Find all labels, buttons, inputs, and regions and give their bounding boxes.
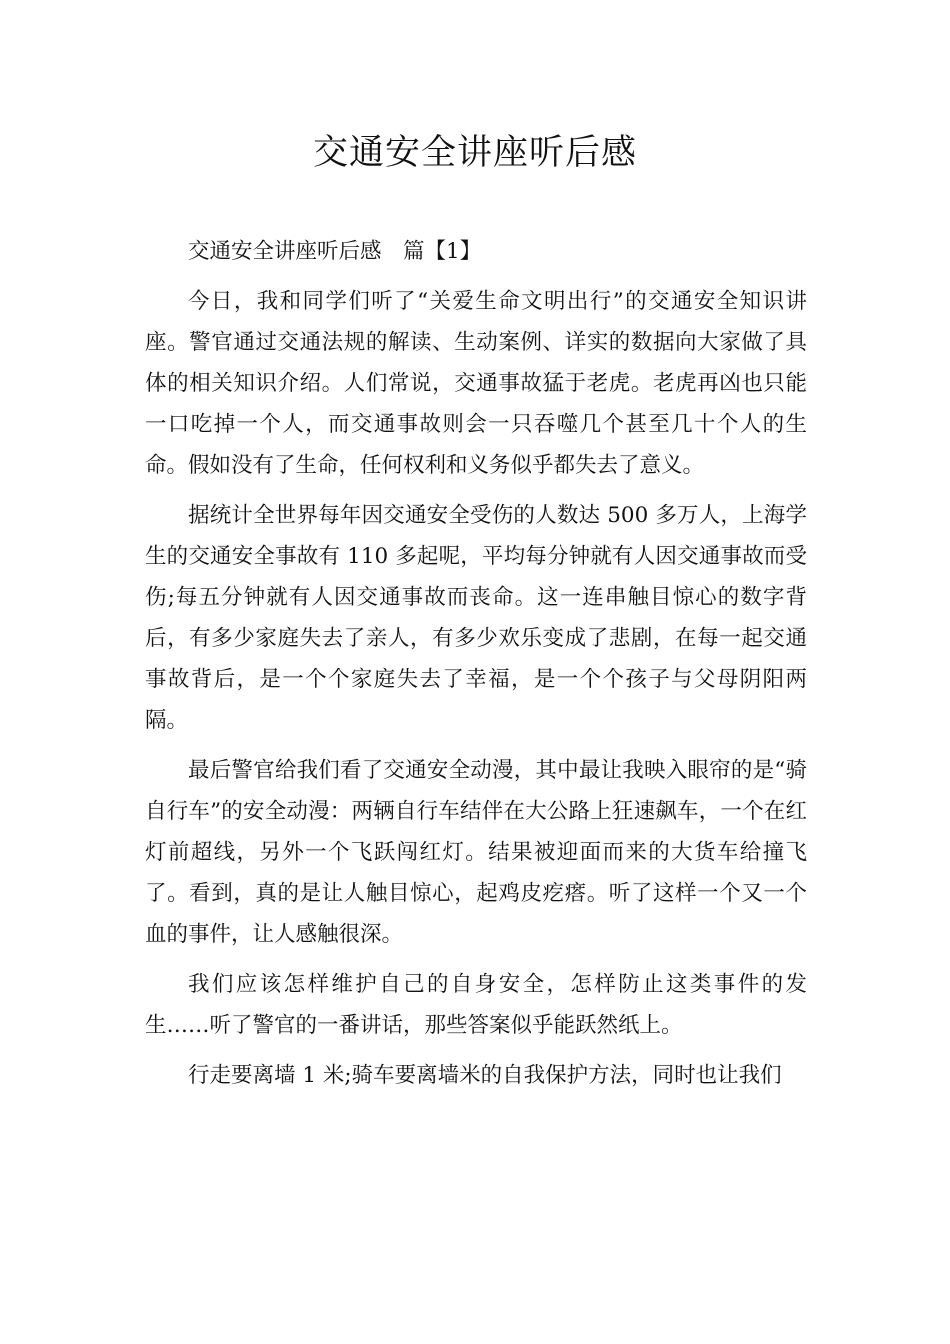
paragraph-5: 行走要离墙 1 米;骑车要离墙米的自我保护方法，同时也让我们	[188, 1063, 782, 1088]
section-heading: 交通安全讲座听后感 篇【1】	[188, 239, 482, 264]
document-title: 交通安全讲座听后感	[312, 133, 637, 173]
document-body	[145, 231, 807, 1105]
paragraph-3: 最后警官给我们看了交通安全动漫，其中最让我映入眼帘的是“骑自行车”的安全动漫：两辆自行车结伴在大公路上狂速飙车，一个在红灯前超线，另外一个飞跃闯红灯。结果被迎面而来的大货车给撞飞了。看到，真的是让人触目惊心，起鸡皮疙瘩。听了这样一个又一个血的事件，让人感触很深。	[145, 758, 807, 947]
paragraph-2: 据统计全世界每年因交通安全受伤的人数达 500 多万人，上海学生的交通安全事故有 110 多起呢，平均每分钟就有人因交通事故而受伤;每五分钟就有人因交通事故而丧命。这一连串触目惊心的数字背后，有多少家庭失去了亲人，有多少欢乐变成了悲剧，在每一起交通事故背后，是一个个家庭失去了幸福，是一个个孩子与父母阴阳两隔。	[145, 503, 807, 733]
paragraph-4: 我们应该怎样维护自己的自身安全，怎样防止这类事件的发生……听了警官的一番讲话，那些答案似乎能跃然纸上。	[145, 972, 807, 1038]
paragraph-1: 今日，我和同学们听了“关爱生命文明出行”的交通安全知识讲座。警官通过交通法规的解读、生动案例、详实的数据向大家做了具体的相关知识介绍。人们常说，交通事故猛于老虎。老虎再凶也只能一口吃掉一个人，而交通事故则会一只吞噬几个甚至几十个人的生命。假如没有了生命，任何权利和义务似乎都失去了意义。	[145, 289, 807, 478]
